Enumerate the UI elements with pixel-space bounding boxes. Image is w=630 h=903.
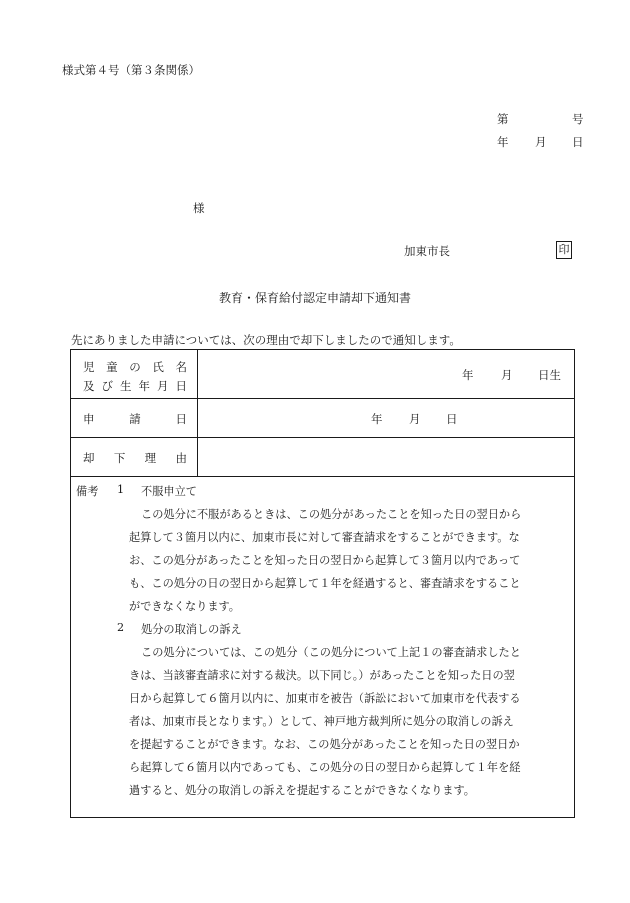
label-char: 日: [175, 412, 187, 426]
label-char: 日: [175, 379, 187, 393]
birth-month-label: 月: [501, 368, 513, 382]
value-rejection-reason[interactable]: [198, 438, 575, 477]
number-label-dai: 第: [497, 112, 509, 126]
notes-section: [71, 477, 575, 818]
label-char: の: [129, 360, 141, 374]
date-day-label: 日: [572, 135, 584, 149]
item1-title: 不服申立て: [141, 485, 197, 498]
label-char: 理: [144, 451, 157, 465]
label-line-2: [83, 378, 187, 394]
app-year-label: 年: [371, 412, 383, 426]
label-rejection-reason: [71, 438, 198, 477]
addressee-suffix: 様: [193, 201, 205, 215]
notes-heading: 備考: [76, 485, 99, 498]
item2-line: きは、当該審査請求に対する裁決。以下同じ。）があったことを知った日の翌: [129, 669, 515, 682]
table-row-notes: [71, 477, 575, 818]
label-char: 申: [83, 412, 95, 426]
label-line: [83, 450, 187, 466]
value-child-name[interactable]: [198, 350, 575, 399]
value-application-date[interactable]: [198, 399, 575, 438]
item1-line: この処分に不服があるときは、この処分があったことを知った日の翌日から: [141, 508, 522, 521]
item2-number: 2: [117, 621, 125, 634]
item2-title: 処分の取消しの訴え: [141, 623, 242, 636]
date-year-label: 年: [497, 135, 509, 149]
item1-line: も、この処分の日の翌日から起算して１年を経過すると、審査請求をすること: [129, 577, 521, 590]
item1-line: ができなくなります。: [129, 600, 240, 613]
item2-line: 過すると、処分の取消しの訴えを提起することができなくなります。: [129, 784, 475, 797]
sender-title: 加東市長: [404, 244, 450, 258]
label-char: 由: [175, 451, 187, 465]
lead-text: 先にありました申請については、次の理由で却下しましたので通知します。: [71, 333, 461, 347]
form-number: 様式第４号（第３条関係）: [62, 63, 200, 77]
label-char: 年: [138, 379, 150, 393]
label-char: 児: [83, 360, 95, 374]
label-char: 下: [113, 451, 126, 465]
label-line-1: [83, 359, 187, 375]
item2-line: 日から起算して６箇月以内に、加東市を被告（訴訟において加東市を代表する: [129, 692, 521, 705]
seal-mark: 印: [556, 241, 572, 259]
label-char: 月: [157, 379, 169, 393]
item1-line: 起算して３箇月以内に、加東市長に対して審査請求をすることができます。な: [129, 531, 520, 544]
birth-day-label: 日生: [538, 368, 561, 382]
item2-line: ら起算して６箇月以内であっても、この処分の日の翌日から起算して１年を経: [129, 761, 521, 774]
label-char: 却: [83, 451, 95, 465]
label-line: [83, 411, 187, 427]
number-label-go: 号: [572, 112, 584, 126]
label-char: 請: [129, 412, 141, 426]
label-char: 及: [83, 379, 95, 393]
label-char: 生: [120, 379, 132, 393]
label-application-date: [71, 399, 198, 438]
item2-line: この処分については、この処分（この処分について上記１の審査請求したと: [141, 646, 521, 659]
item1-number: 1: [117, 483, 125, 496]
label-char: 名: [175, 360, 187, 374]
table-row-child-name: [71, 350, 575, 399]
item2-line: を提起することができます。なお、この処分があったことを知った日の翌日か: [129, 738, 520, 751]
app-month-label: 月: [409, 412, 421, 426]
app-day-label: 日: [446, 412, 458, 426]
date-month-label: 月: [535, 135, 547, 149]
notice-table: [70, 349, 575, 818]
birth-year-label: 年: [462, 368, 474, 382]
label-char: 童: [106, 360, 118, 374]
item1-line: お、この処分があったことを知った日の翌日から起算して３箇月以内であって: [129, 554, 521, 567]
table-row-rejection-reason: [71, 438, 575, 477]
label-char: 氏: [152, 360, 164, 374]
item2-line: 者は、加東市長となります。）として、神戸地方裁判所に処分の取消しの訴え: [129, 715, 514, 728]
table-row-application-date: [71, 399, 575, 438]
label-char: び: [101, 379, 113, 393]
label-child-name: [71, 350, 198, 399]
document-title: 教育・保育給付認定申請却下通知書: [218, 291, 411, 305]
